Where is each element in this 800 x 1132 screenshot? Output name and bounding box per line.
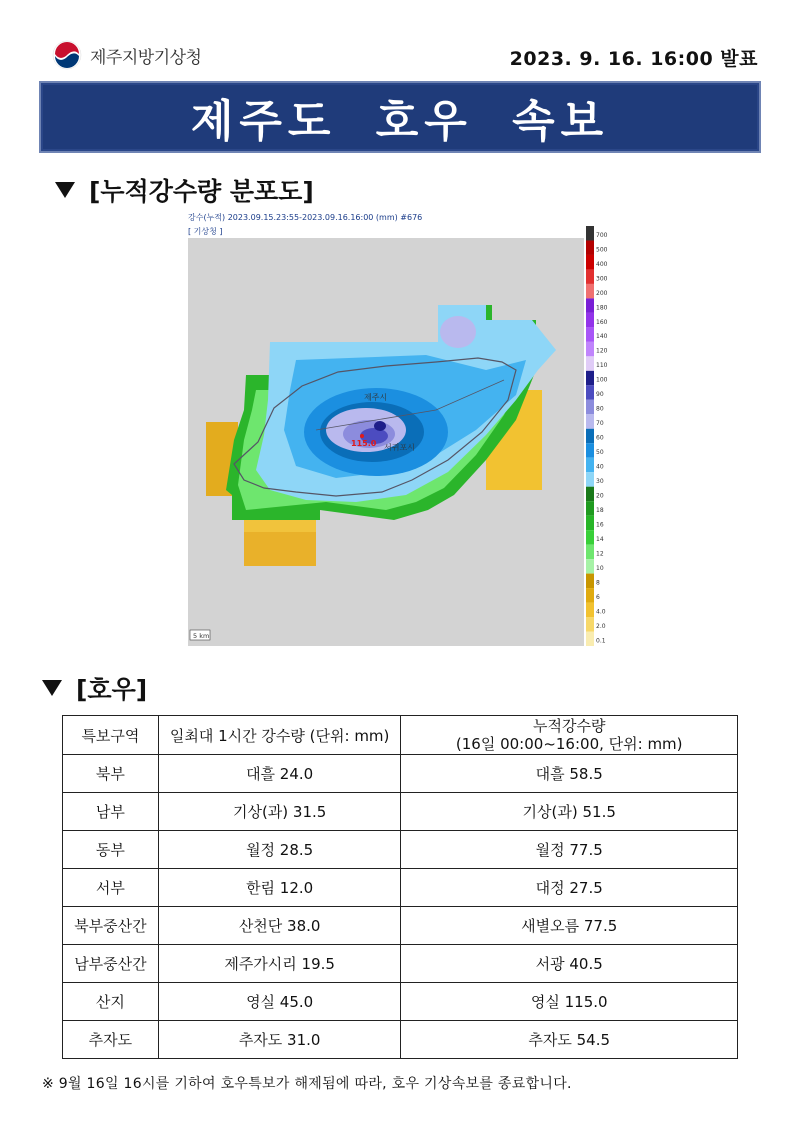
- rain-area-southwest-2: [244, 532, 316, 566]
- hourly-cell: 제주가시리 19.5: [158, 945, 401, 983]
- cumulative-cell: 대정 27.5: [401, 869, 738, 907]
- map-section-heading: [55, 172, 314, 208]
- map-label-jeju: 제주시: [364, 393, 388, 402]
- cumulative-cell: 추자도 54.5: [401, 1021, 738, 1059]
- triangle-bullet-icon: [55, 182, 75, 198]
- cumulative-cell: 월정 77.5: [401, 831, 738, 869]
- table-heading-text: [호우]: [76, 675, 148, 704]
- region-cell: 추자도: [63, 1021, 159, 1059]
- map-source: [ 기상청 ]: [188, 227, 223, 236]
- hourly-cell: 대흘 24.0: [158, 755, 401, 793]
- triangle-bullet-icon: [42, 680, 62, 696]
- region-cell: 북부: [63, 755, 159, 793]
- legend-label: 100: [596, 376, 608, 384]
- legend-swatch: [586, 371, 594, 385]
- legend-label: 20: [596, 492, 604, 500]
- legend-swatch: [586, 487, 594, 501]
- org-name: 제주지방기상청: [90, 47, 202, 68]
- hourly-cell: 한림 12.0: [158, 869, 401, 907]
- legend-label: 18: [596, 507, 604, 515]
- region-cell: 남부: [63, 793, 159, 831]
- legend-swatch: [586, 501, 594, 515]
- legend-swatch: [586, 298, 594, 312]
- footnote: ※ 9월 16일 16시를 기하여 호우특보가 해제됨에 따라, 호우 기상속보를 종료합니다.: [42, 1076, 572, 1092]
- rain-core-peak: [374, 421, 386, 431]
- legend-label: 4.0: [596, 608, 606, 616]
- legend-label: 90: [596, 391, 604, 399]
- region-cell: 남부중산간: [63, 945, 159, 983]
- legend-label: 30: [596, 478, 604, 486]
- legend-label: 2.0: [596, 622, 606, 630]
- legend-swatch: [586, 588, 594, 602]
- legend-swatch: [586, 269, 594, 283]
- legend-swatch: [586, 559, 594, 573]
- rainfall-map-graphic: [186, 210, 612, 648]
- legend-swatch: [586, 617, 594, 631]
- hourly-cell: 월정 28.5: [158, 831, 401, 869]
- legend-label: 8: [596, 579, 600, 587]
- header-cumulative: [401, 716, 738, 755]
- legend-swatch: [586, 327, 594, 341]
- region-cell: 동부: [63, 831, 159, 869]
- legend-label: 12: [596, 550, 604, 558]
- legend-swatch: [586, 400, 594, 414]
- legend-label: 14: [596, 536, 604, 543]
- map-heading-text: [누적강수량 분포도]: [89, 177, 314, 206]
- legend-swatch: [586, 516, 594, 530]
- legend-swatch: [586, 545, 594, 559]
- cumulative-cell: 새별오름 77.5: [401, 907, 738, 945]
- legend-swatch: [586, 632, 594, 646]
- cumulative-cell: 영실 115.0: [401, 983, 738, 1021]
- cumulative-cell: 기상(과) 51.5: [401, 793, 738, 831]
- legend-label: 80: [596, 405, 604, 413]
- legend-swatch: [586, 385, 594, 399]
- legend-label: 60: [596, 434, 604, 442]
- legend-swatch: [586, 240, 594, 254]
- region-cell: 산지: [63, 983, 159, 1021]
- cumulative-cell: 대흘 58.5: [401, 755, 738, 793]
- legend-swatch: [586, 429, 594, 443]
- legend-label: 16: [596, 521, 604, 529]
- government-logo-icon: [52, 40, 82, 70]
- cumulative-cell: 서광 40.5: [401, 945, 738, 983]
- legend-swatch: [586, 443, 594, 457]
- legend-label: 110: [596, 362, 608, 370]
- header-cumulative-period: (16일 00:00~16:00, 단위: mm): [455, 735, 683, 753]
- hourly-cell: 기상(과) 31.5: [158, 793, 401, 831]
- legend-label: 40: [596, 463, 604, 471]
- table-row: [63, 793, 738, 831]
- legend-label: 140: [596, 333, 608, 341]
- legend-label: 400: [596, 260, 608, 268]
- legend-swatch: [586, 472, 594, 486]
- table-section-heading: [42, 670, 147, 706]
- table-row: [63, 869, 738, 907]
- table-header-row: [63, 716, 738, 755]
- legend-swatch: [586, 530, 594, 544]
- legend-swatch: [586, 313, 594, 327]
- title-banner: [39, 81, 761, 153]
- map-label-seogwipo: 서귀포시: [384, 443, 415, 452]
- legend-swatch: [586, 255, 594, 269]
- legend-label: 70: [596, 420, 604, 428]
- table-row: [63, 1021, 738, 1059]
- legend-label: 120: [596, 347, 608, 355]
- max-rain-value: 115.0: [351, 439, 377, 448]
- legend-label: 300: [596, 275, 608, 283]
- legend-swatch: [586, 458, 594, 472]
- max-rain-marker-icon: [360, 434, 364, 438]
- table-row: [63, 755, 738, 793]
- rainfall-map: [186, 210, 612, 648]
- legend-swatch: [586, 414, 594, 428]
- hourly-cell: 추자도 31.0: [158, 1021, 401, 1059]
- header-cumulative-title: 누적강수량: [532, 717, 606, 735]
- legend-swatch: [586, 603, 594, 617]
- legend-swatch: [586, 284, 594, 298]
- legend-label: 50: [596, 449, 604, 457]
- legend-label: 160: [596, 318, 608, 326]
- issue-date: 2023. 9. 16. 16:00 발표: [509, 48, 758, 70]
- hourly-cell: 영실 45.0: [158, 983, 401, 1021]
- legend-label: 500: [596, 246, 608, 254]
- legend-label: 10: [596, 564, 604, 572]
- table-row: [63, 831, 738, 869]
- region-cell: 서부: [63, 869, 159, 907]
- table-row: [63, 983, 738, 1021]
- legend-label: 200: [596, 289, 608, 297]
- table-row: [63, 945, 738, 983]
- legend-label: 0.1: [596, 637, 606, 645]
- header-region: 특보구역: [63, 716, 159, 755]
- header-hourly: 일최대 1시간 강수량 (단위: mm): [158, 716, 401, 755]
- table-row: [63, 907, 738, 945]
- org-logo: [52, 40, 201, 70]
- hourly-cell: 산천단 38.0: [158, 907, 401, 945]
- scale-bar-label: 5 km: [193, 632, 210, 640]
- legend-label: 180: [596, 304, 608, 312]
- map-caption: 강수(누적) 2023.09.15.23:55-2023.09.16.16:00 (mm) #676: [188, 213, 423, 222]
- region-cell: 북부중산간: [63, 907, 159, 945]
- rain-area-northeast: [440, 316, 476, 348]
- legend-swatch: [586, 574, 594, 588]
- legend-swatch: [586, 356, 594, 370]
- legend-swatch: [586, 226, 594, 240]
- legend-label: 700: [596, 231, 608, 239]
- page-title: 제주도 호우 속보: [190, 96, 610, 147]
- legend-swatch: [586, 342, 594, 356]
- legend-label: 6: [596, 593, 600, 601]
- rainfall-table: [62, 715, 738, 1059]
